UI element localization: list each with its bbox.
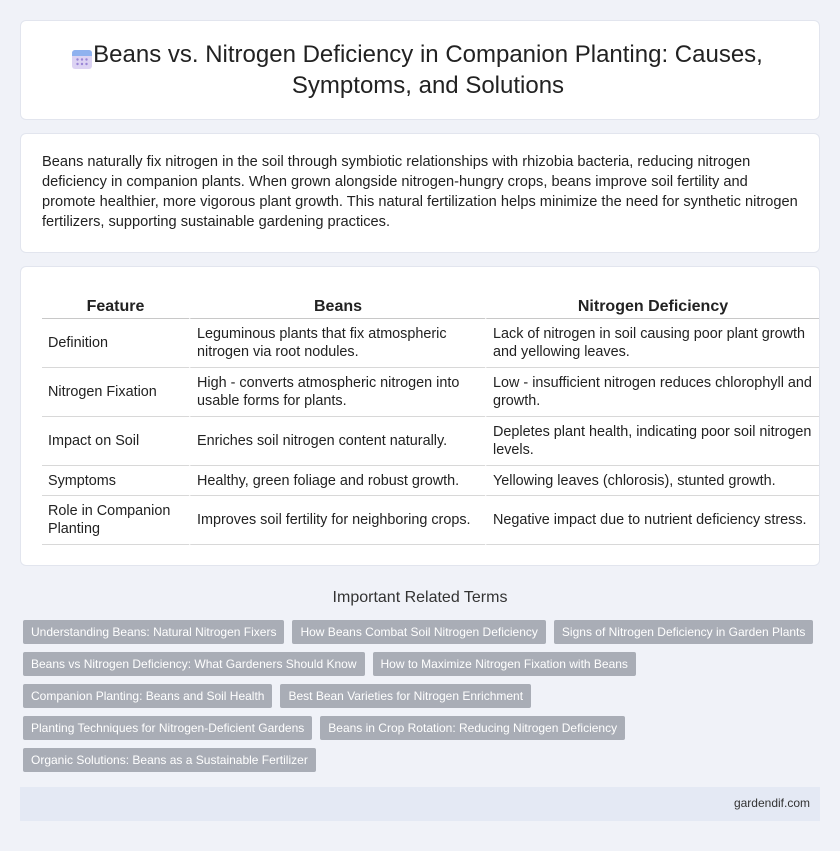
related-term-link[interactable]: Planting Techniques for Nitrogen-Deficient Gardens [23, 716, 312, 740]
related-terms-heading: Important Related Terms [332, 589, 508, 606]
footer-site-link[interactable]: gardendif.com [733, 796, 810, 810]
table-header-cell: Nitrogen Deficiency [485, 295, 819, 319]
related-term-link[interactable]: Organic Solutions: Beans as a Sustainable Fertilizer [23, 748, 316, 772]
table-cell: Definition [42, 319, 189, 368]
related-term-link[interactable]: Best Bean Varieties for Nitrogen Enrichment [280, 684, 531, 708]
related-term-link[interactable]: Signs of Nitrogen Deficiency in Garden Plants [554, 620, 813, 644]
related-term-link[interactable]: Beans vs Nitrogen Deficiency: What Gardeners Should Know [23, 652, 365, 676]
table-cell: Improves soil fertility for neighboring crops. [189, 496, 485, 545]
related-term-link[interactable]: Beans in Crop Rotation: Reducing Nitrogen Deficiency [320, 716, 625, 740]
table-row [42, 368, 819, 417]
table-header-cell: Feature [42, 295, 189, 319]
related-term-link[interactable]: Understanding Beans: Natural Nitrogen Fixers [23, 620, 284, 644]
table-header-cell: Beans [189, 295, 485, 319]
related-term-link[interactable]: How to Maximize Nitrogen Fixation with Beans [373, 652, 636, 676]
related-term-link[interactable]: Companion Planting: Beans and Soil Health [23, 684, 272, 708]
table-cell: Leguminous plants that fix atmospheric nitrogen via root nodules. [189, 319, 485, 368]
table-cell: Impact on Soil [42, 417, 189, 466]
table-cell: Healthy, green foliage and robust growth. [189, 466, 485, 496]
table-cell: High - converts atmospheric nitrogen into usable forms for plants. [189, 368, 485, 417]
table-row [42, 496, 819, 545]
table-cell: Symptoms [42, 466, 189, 496]
intro-card [20, 133, 820, 253]
related-term-link[interactable]: How Beans Combat Soil Nitrogen Deficiency [292, 620, 545, 644]
table-cell: Low - insufficient nitrogen reduces chlorophyll and growth. [485, 368, 819, 417]
table-cell: Yellowing leaves (chlorosis), stunted growth. [485, 466, 819, 496]
table-cell: Nitrogen Fixation [42, 368, 189, 417]
table-row [42, 466, 819, 496]
comparison-table [42, 295, 819, 545]
page-title: Beans vs. Nitrogen Deficiency in Companion Planting: Causes, Symptoms, and Solutions [93, 41, 763, 99]
table-cell: Negative impact due to nutrient deficiency stress. [485, 496, 819, 545]
table-cell: Depletes plant health, indicating poor soil nitrogen levels. [485, 417, 819, 466]
table-cell: Lack of nitrogen in soil causing poor plant growth and yellowing leaves. [485, 319, 819, 368]
table-cell: Role in Companion Planting [42, 496, 189, 545]
footer [20, 787, 820, 821]
intro-paragraph: Beans naturally fix nitrogen in the soil through symbiotic relationships with rhizobia bacteria, reducing nitrogen deficiency in companion plants. When grown alongside nitrogen-hungry crops, beans improve soil fertility and promote healthier, more vigorous plant growth. This natural fertilization helps minimize the need for synthetic nitrogen fertilizers, supporting sustainable gardening practices. [42, 154, 798, 230]
related-terms-list [23, 620, 823, 780]
table-row [42, 417, 819, 466]
table-header-row [42, 295, 819, 319]
comparison-card [20, 266, 820, 566]
header-card [20, 20, 820, 120]
table-row [42, 319, 819, 368]
table-cell: Enriches soil nitrogen content naturally. [189, 417, 485, 466]
